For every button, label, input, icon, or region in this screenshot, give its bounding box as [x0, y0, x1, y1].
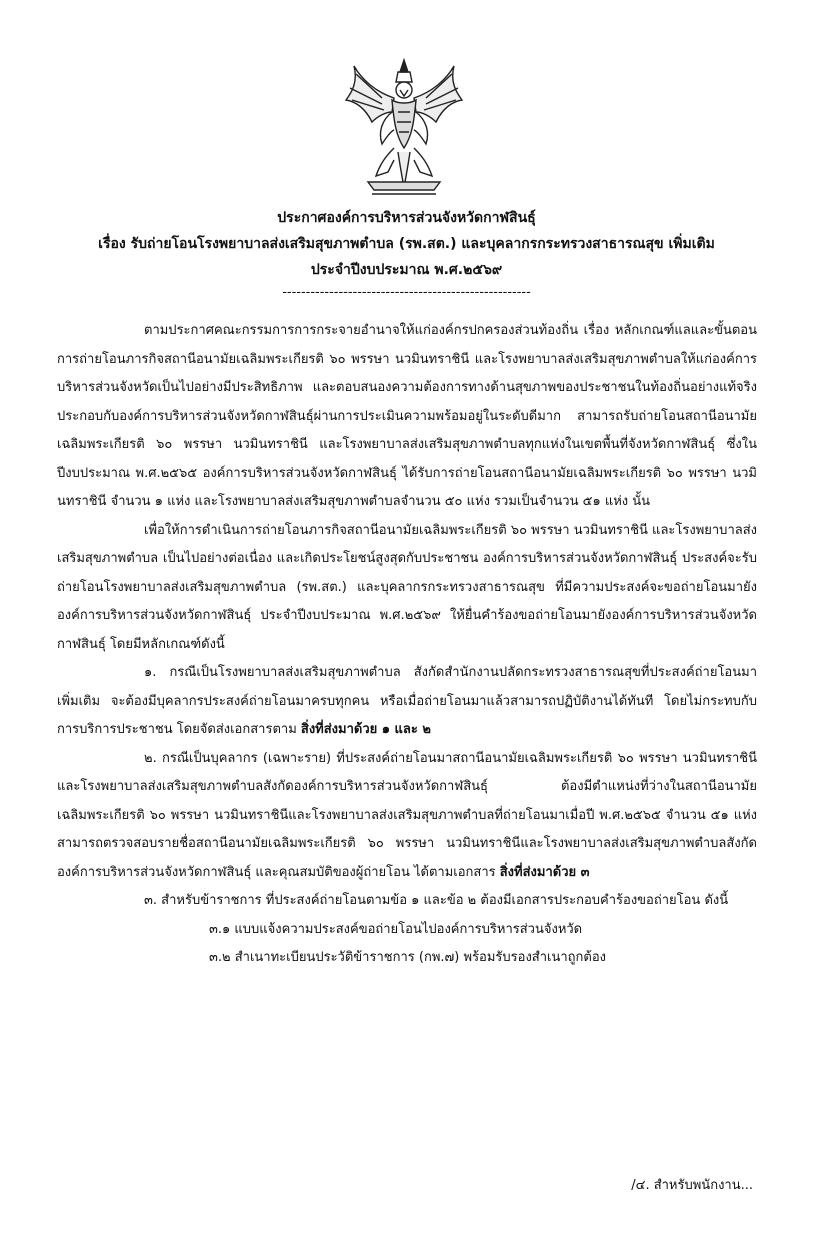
paragraph-4 — [57, 745, 757, 888]
title-line-1: ประกาศองค์การบริหารส่วนจังหวัดกาฬสินธุ์ — [277, 210, 536, 226]
list-item-3-1: ๓.๑ แบบแจ้งความประสงค์ขอถ่ายโอนไปองค์การบริหารส่วนจังหวัด — [209, 921, 583, 937]
paragraph-2: เพื่อให้การดำเนินการถ่ายโอนภารกิจสถานีอนามัยเฉลิมพระเกียรติ ๖๐ พรรษา นวมินทราชินี และโรงพยาบาลส่งเสริมสุขภาพตำบล เป็นไปอย่างต่อเนื่อง และเกิดประโยชน์สูงสุดกับประชาชน องค์การบริหารส่วนจังหวัดกาฬสินธุ์ ประสงค์จะรับถ่ายโอนโรงพยาบาลส่งเสริมสุขภาพตำบล (รพ.สต.) และบุคลากรกระทรวงสาธารณสุข ที่มีความประสงค์จะขอถ่ายโอนมายังองค์การบริหารส่วนจังหวัดกาฬสินธุ์ ประจำปีงบประมาณ พ.ศ.๒๕๖๙ ให้ยื่นคำร้องขอถ่ายโอนมายังองค์การบริหารส่วนจังหวัดกาฬสินธุ์ โดยมีหลักเกณฑ์ดังนี้ — [57, 522, 757, 652]
document-body — [57, 317, 757, 973]
paragraph-3 — [57, 659, 757, 745]
paragraph-3-text: ๑. กรณีเป็นโรงพยาบาลส่งเสริมสุขภาพตำบล สังกัดสำนักงานปลัดกระทรวงสาธารณสุขที่ประสงค์ถ่ายโอนมาเพิ่มเติม จะต้องมีบุคลากรประสงค์ถ่ายโอนมาครบทุกคน หรือเมื่อถ่ายโอนมาแล้วสามารถปฏิบัติงานได้ทันที โดยไม่กระทบกับการบริการประชาชน โดยจัดส่งเอกสารตาม — [57, 665, 757, 737]
paragraph-4-text: ๒. กรณีเป็นบุคลากร (เฉพาะราย) ที่ประสงค์ถ่ายโอนมาสถานีอนามัยเฉลิมพระเกียรติ ๖๐ พรรษา นวมินทราชินีและโรงพยาบาลส่งเสริมสุขภาพตำบลสังกัดองค์การบริหารส่วนจังหวัดกาฬสินธุ์ ต้องมีตำแหน่งที่ว่างในสถานีอนามัยเฉลิมพระเกียรติ ๖๐ พรรษา นวมินทราชินีและโรงพยาบาลส่งเสริมสุขภาพตำบลที่ถ่ายโอนมาเมื่อปี พ.ศ.๒๕๖๕ จำนวน ๕๑ แห่ง สามารถตรวจสอบรายชื่อสถานีอนามัยเฉลิมพระเกียรติ ๖๐ พรรษา นวมินทราชินีและโรงพยาบาลส่งเสริมสุขภาพตำบลสังกัดองค์การบริหารส่วนจังหวัดกาฬสินธุ์ และคุณสมบัติของผู้ถ่ายโอน ได้ตามเอกสาร — [57, 750, 757, 880]
title-line-3: ประจำปีงบประมาณ พ.ศ.๒๕๖๙ — [310, 262, 503, 278]
title-line-2: เรื่อง รับถ่ายโอนโรงพยาบาลส่งเสริมสุขภาพตำบล (รพ.สต.) และบุคลากรกระทรวงสาธารณสุข เพิ่มเติม — [98, 236, 715, 252]
paragraph-4-attachment-ref: สิ่งที่ส่งมาด้วย ๓ — [499, 864, 590, 880]
announcement-title — [0, 205, 813, 303]
paragraph-5: ๓. สำหรับข้าราชการ ที่ประสงค์ถ่ายโอนตามข้อ ๑ และข้อ ๒ ต้องมีเอกสารประกอบคำร้องขอถ่ายโอน ดังนี้ — [144, 893, 729, 908]
page-continuation: /๔. สำหรับพนักงาน... — [631, 1178, 753, 1193]
list-item-3-2: ๓.๒ สำเนาทะเบียนประวัติข้าราชการ (กพ.๗) พร้อมรับรองสำเนาถูกต้อง — [209, 950, 607, 965]
title-divider: ----------------------------------------------------- — [282, 285, 531, 300]
garuda-emblem-icon — [342, 52, 466, 202]
paragraph-3-attachment-ref: สิ่งที่ส่งมาด้วย ๑ และ ๒ — [300, 722, 431, 737]
paragraph-1: ตามประกาศคณะกรรมการการกระจายอำนาจให้แก่องค์กรปกครองส่วนท้องถิ่น เรื่อง หลักเกณฑ์แลและขั้นตอนการถ่ายโอนภารกิจสถานีอนามัยเฉลิมพระเกียรติ ๖๐ พรรษา นวมินทราชินี และโรงพยาบาลส่งเสริมสุขภาพตำบลให้แก่องค์การบริหารส่วนจังหวัดเป็นไปอย่างมีประสิทธิภาพ และตอบสนองความต้องการทางด้านสุขภาพของประชาชนในท้องถิ่นอย่างแท้จริง ประกอบกับองค์การบริหารส่วนจังหวัดกาฬสินธุ์ผ่านการประเมินความพร้อมอยู่ในระดับดีมาก สามารถรับถ่ายโอนสถานีอนามัยเฉลิมพระเกียรติ ๖๐ พรรษา นวมินทราชินี และโรงพยาบาลส่งเสริมสุขภาพตำบลทุกแห่งในเขตพื้นที่จังหวัดกาฬสินธุ์ ซึ่งในปีงบประมาณ พ.ศ.๒๕๖๕ องค์การบริหารส่วนจังหวัดกาฬสินธุ์ ได้รับการถ่ายโอนสถานีอนามัยเฉลิมพระเกียรติ ๖๐ พรรษา นวมินทราชินี จำนวน ๑ แห่ง และโรงพยาบาลส่งเสริมสุขภาพตำบลจำนวน ๕๐ แห่ง รวมเป็นจำนวน ๕๑ แห่ง นั้น — [57, 323, 757, 509]
